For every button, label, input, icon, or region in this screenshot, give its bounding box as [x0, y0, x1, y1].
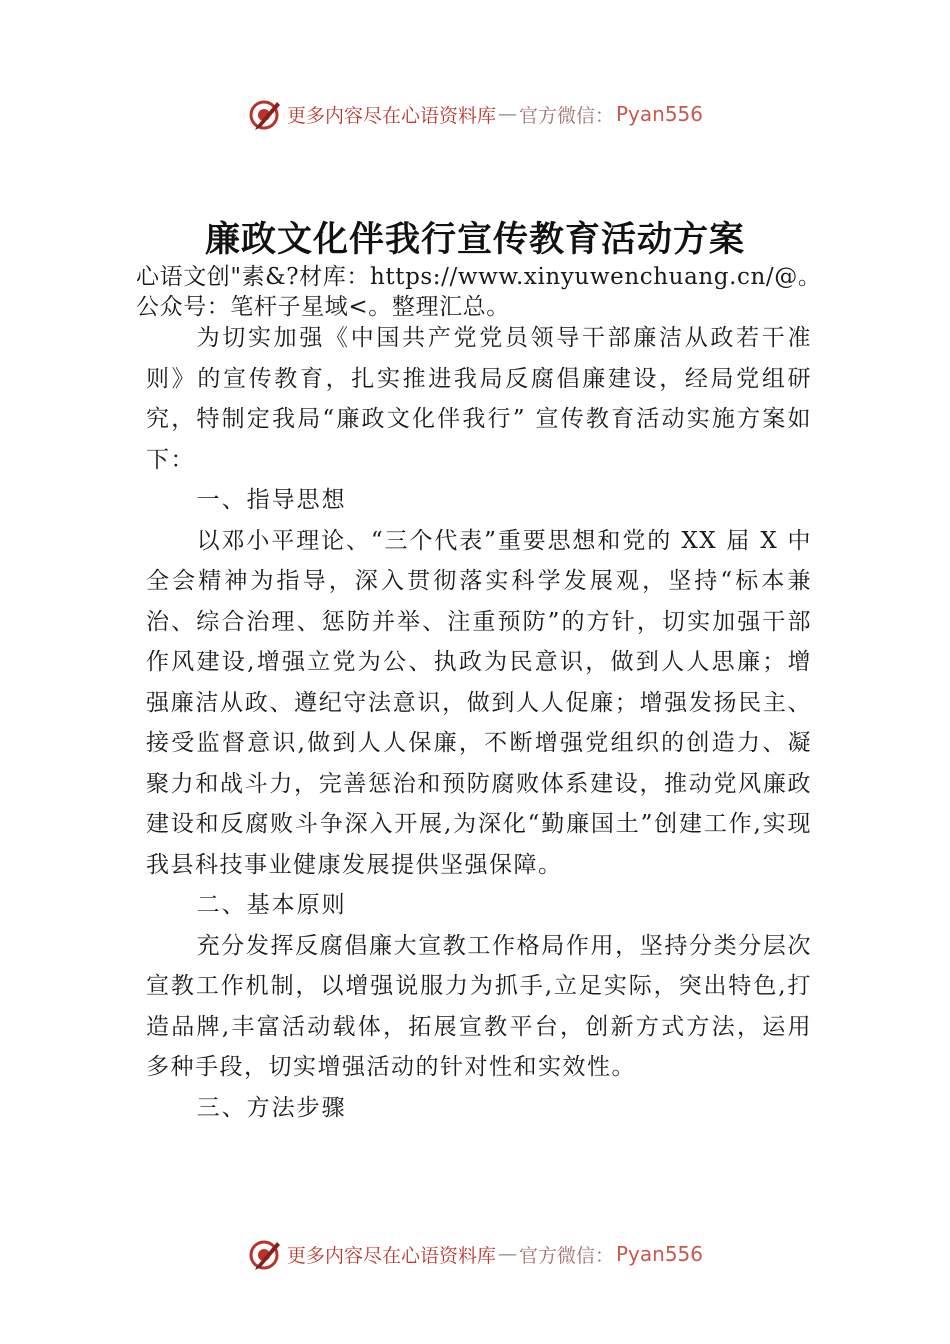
section-heading-basic-principles: 二、基本原则	[196, 892, 347, 918]
footer-banner	[0, 1234, 950, 1274]
banner-wechat-id: Pyan556	[616, 1242, 704, 1266]
banner-brand-text: 更多内容尽在心语资料库	[286, 104, 496, 127]
banner-brand-text: 更多内容尽在心语资料库	[286, 1244, 496, 1267]
header-banner	[0, 94, 950, 134]
section-heading-guiding-ideology: 一、指导思想	[196, 487, 347, 513]
intro-paragraph: 为切实加强《中国共产党党员领导干部廉洁从政若干准则》的宣传教育，扎实推进我局反腐倡廉建设，经局党组研究，特制定我局“廉政文化伴我行” 宣传教育活动实施方案如下：	[146, 325, 812, 473]
banner-separator: —	[497, 1243, 517, 1265]
pen-logo-icon	[247, 1236, 283, 1272]
banner-wechat-label: 官方微信：	[518, 1244, 614, 1267]
section-heading-methods-steps: 三、方法步骤	[196, 1094, 347, 1121]
banner-separator: —	[497, 103, 517, 125]
banner-wechat-id: Pyan556	[616, 102, 704, 126]
pen-logo-icon	[247, 96, 283, 132]
guiding-ideology-paragraph: 以邓小平理论、“三个代表”重要思想和党的 XX 届 X 中全会精神为指导，深入贯彻落实科学发展观，坚持“标本兼治、综合治理、惩防并举、注重预防”的方针，切实加强干部作风建设,增强立党为公、执政为民意识，做到人人思廉；增强廉洁从政、遵纪守法意识，做到人人促廉；增强发扬民主、接受监督意识,做到人人保廉，不断增强党组织的创造力、凝聚力和战斗力，完善惩治和预防腐败体系建设，推动党风廉政建设和反腐败斗争深入开展,为深化“勤廉国土”创建工作,实现我县科技事业健康发展提供坚强保障。	[146, 527, 812, 878]
basic-principles-paragraph: 充分发挥反腐倡廉大宣教工作格局作用，坚持分类分层次宣教工作机制，以增强说服力为抓手,立足实际，突出特色,打造品牌,丰富活动载体，拓展宣教平台，创新方式方法，运用多种手段，切实增强活动的针对性和实效性。	[146, 932, 812, 1080]
banner-wechat-label: 官方微信：	[518, 104, 614, 127]
source-note: 心语文创"素&?材库：https://www.xinyuwenchuang.cn/@。公众号：笔杆子星域<。整理汇总。	[136, 264, 822, 320]
document-title: 廉政文化伴我行宣传教育活动方案	[204, 220, 745, 260]
document-body	[146, 318, 812, 1128]
